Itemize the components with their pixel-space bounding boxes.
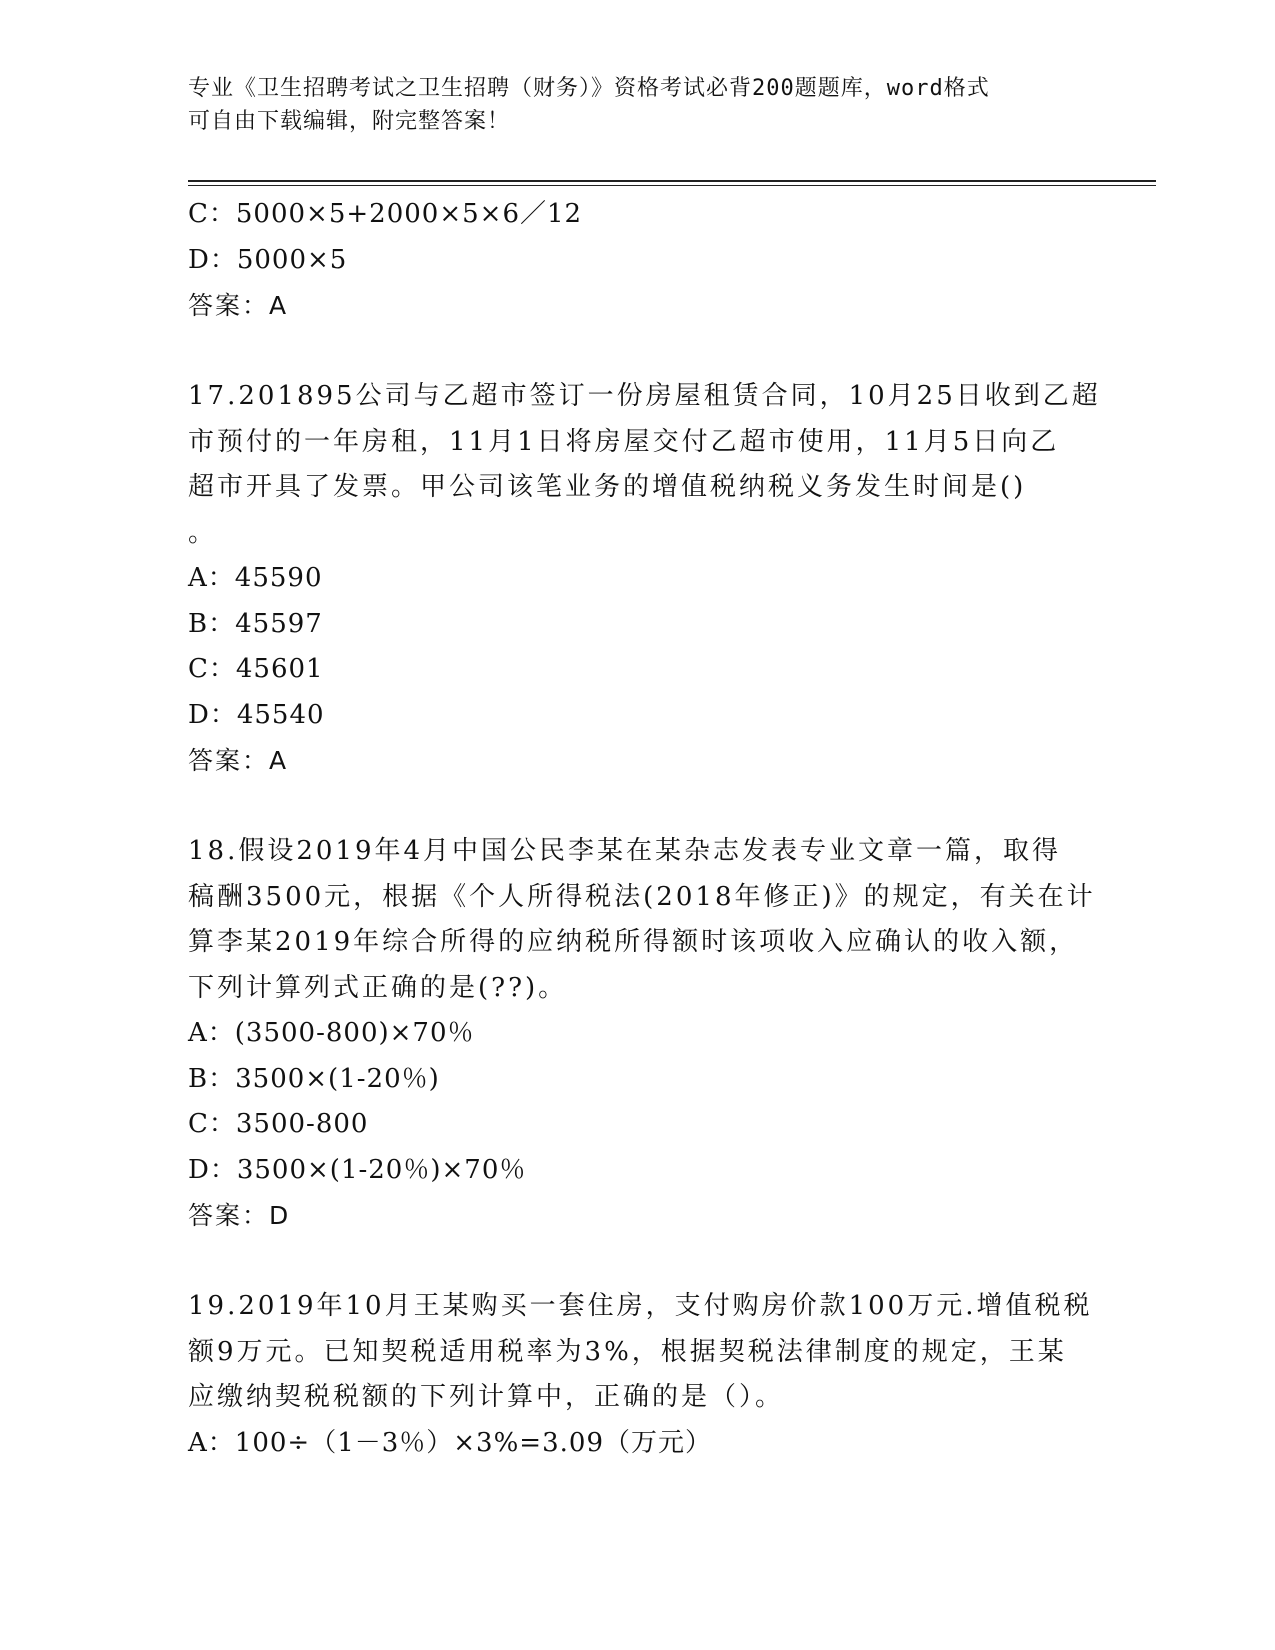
question-16-tail bbox=[188, 192, 1088, 329]
option-a: A：100÷（1－3％）×3%=3.09（万元） bbox=[188, 1427, 712, 1458]
question-19 bbox=[188, 1284, 1093, 1466]
question-text-line: 算李某2019年综合所得的应纳税所得额时该项收入应确认的收入额， bbox=[188, 927, 1079, 957]
header-divider bbox=[188, 180, 1156, 186]
question-text-line: 额9万元。已知契税适用税率为3%，根据契税法律制度的规定，王某 bbox=[188, 1336, 1067, 1367]
option-c: C：5000×5+2000×5×6／12 bbox=[188, 199, 583, 229]
question-text-line: 应缴纳契税税额的下列计算中，正确的是（）。 bbox=[188, 1382, 785, 1412]
question-17 bbox=[188, 374, 1101, 784]
question-text-line: 17.201895公司与乙超市签订一份房屋租赁合同，10月25日收到乙超 bbox=[188, 381, 1101, 411]
document-header bbox=[188, 72, 1068, 138]
option-b: B：3500×(1-20％) bbox=[188, 1063, 440, 1094]
option-c: C：45601 bbox=[188, 654, 324, 684]
question-text-line: 18.假设2019年4月中国公民李某在某杂志发表专业文章一篇，取得 bbox=[188, 836, 1062, 866]
spacer bbox=[188, 329, 1088, 375]
question-text-line: 。 bbox=[188, 517, 218, 548]
option-c: C：3500-800 bbox=[188, 1109, 369, 1139]
header-title-line-1: 专业《卫生招聘考试之卫生招聘（财务）》资格考试必背200题题库，word格式 bbox=[188, 76, 990, 101]
option-d: D：3500×(1-20％)×70％ bbox=[188, 1154, 527, 1185]
header-title-line-2: 可自由下载编辑，附完整答案！ bbox=[188, 109, 511, 134]
option-a: A：45590 bbox=[188, 563, 323, 593]
option-b: B：45597 bbox=[188, 608, 323, 639]
question-text-line: 19.2019年10月王某购买一套住房，支付购房价款100万元.增值税税 bbox=[188, 1291, 1093, 1321]
question-text-line: 超市开具了发票。甲公司该笔业务的增值税纳税义务发生时间是() bbox=[188, 472, 1027, 502]
option-d: D：5000×5 bbox=[188, 244, 348, 275]
question-text-line: 下列计算列式正确的是(??)。 bbox=[188, 972, 568, 1003]
answer-line: 答案：A bbox=[188, 746, 289, 775]
question-text-line: 市预付的一年房租，11月1日将房屋交付乙超市使用，11月5日向乙 bbox=[188, 426, 1060, 457]
answer-line: 答案：D bbox=[188, 1201, 291, 1230]
question-text-line: 稿酬3500元，根据《个人所得税法(2018年修正)》的规定，有关在计 bbox=[188, 881, 1096, 912]
spacer bbox=[188, 1239, 1088, 1285]
spacer bbox=[188, 784, 1088, 830]
question-18 bbox=[188, 829, 1096, 1239]
answer-line: 答案：A bbox=[188, 291, 289, 320]
option-a: A：(3500-800)×70％ bbox=[188, 1018, 475, 1048]
option-d: D：45540 bbox=[188, 699, 325, 730]
document-body bbox=[188, 192, 1101, 1466]
